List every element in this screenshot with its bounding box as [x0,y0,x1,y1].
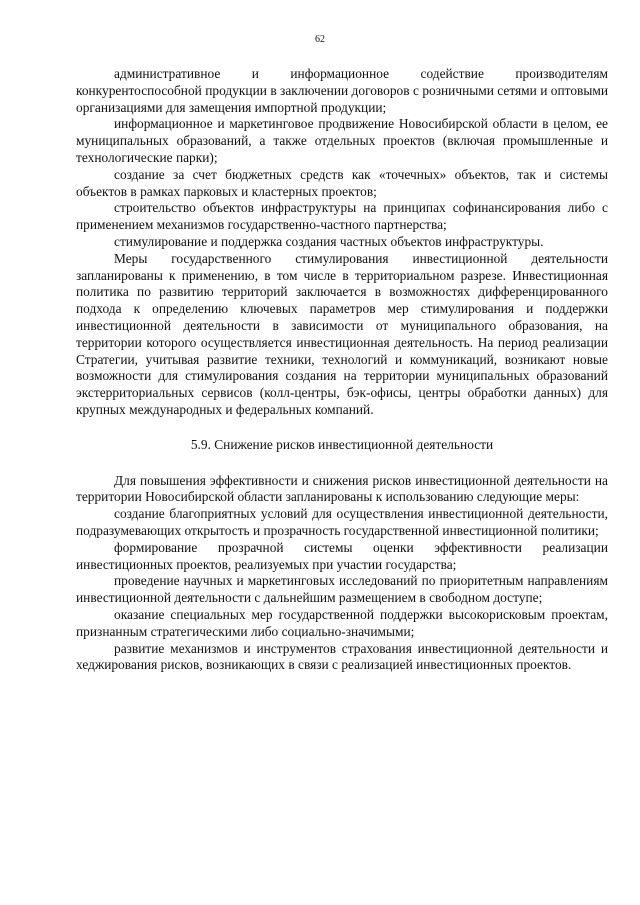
paragraph-high-risk-support: оказание специальных мер государственной поддержки высокорисковым проектам, признанным стратегическими либо социально-значимыми; [76,606,608,639]
page-body [76,66,608,674]
paragraph-insurance-hedging: развитие механизмов и инструментов страхования инвестиционной деятельности и хеджирования рисков, возникающих в связи с реализацией инвестиционных проектов. [76,640,608,673]
page-number: 62 [315,34,325,45]
paragraph-state-stimulation-measures: Меры государственного стимулирования инвестиционной деятельности запланированы к применению, в том числе в территориальном разрезе. Инвестиционная политика по развитию территорий заключается в возможностях дифференцированного подхода к определению ключевых параметров мер стимулирования и поддержки инвестиционной деятельности в зависимости от муниципального образования, на территории которого осуществляется инвестиционная деятельность. На период реализации Стратегии, учитывая развитие техники, технологий и коммуникаций, возникают новые возможности для стимулирования создания на территории муниципальных образований экстерриториальных сервисов (колл-центры, бэк-офисы, центры обработки данных) для крупных международных и федеральных компаний. [76,250,608,417]
paragraph-private-infrastructure: стимулирование и поддержка создания частных объектов инфраструктуры. [114,233,544,249]
paragraph-evaluation-system: формирование прозрачной системы оценки эффективности реализации инвестиционных проектов, реализуемых при участии государства; [76,539,608,572]
paragraph-marketing-promotion: информационное и маркетинговое продвижение Новосибирской области в целом, ее муниципальных образований, а также отдельных проектов (включая промышленные и технологические парки); [76,116,608,165]
paragraph-point-objects: создание за счет бюджетных средств как «точечных» объектов, так и системы объектов в рамках парковых и кластерных проектов; [76,166,608,199]
paragraph-infrastructure-construction: строительство объектов инфраструктуры на принципах софинансирования либо с применением механизмов государственно-частного партнерства; [76,200,608,233]
paragraph-admin-support: административное и информационное содействие производителям конкурентоспособной продукции в заключении договоров с розничными сетями и оптовыми организациями для замещения импортной продукции; [76,66,608,115]
section-heading: 5.9. Снижение рисков инвестиционной деятельности [190,436,494,452]
paragraph-research: проведение научных и маркетинговых исследований по приоритетным направлениям инвестиционной деятельности с дальнейшим размещением в свободном доступе; [76,573,608,606]
paragraph-favorable-conditions: создание благоприятных условий для осуществления инвестиционной деятельности, подразумевающих открытость и прозрачность государственной инвестиционной политики; [76,506,608,538]
paragraph-risk-reduction-intro: Для повышения эффективности и снижения рисков инвестиционной деятельности на территории Новосибирской области запланированы к использованию следующие меры: [76,472,608,505]
